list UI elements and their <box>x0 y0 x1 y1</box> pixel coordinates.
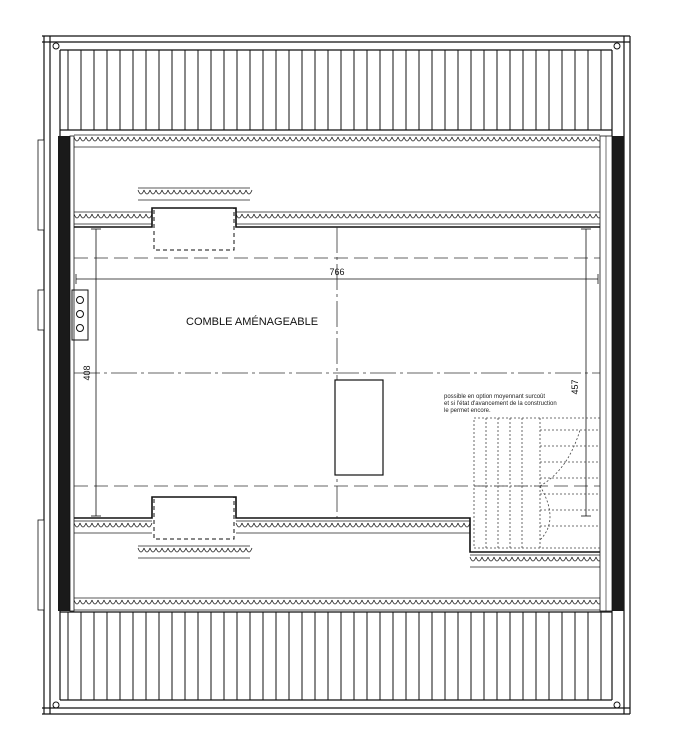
option-note-line-2: et si l'état d'avancement de la construction <box>444 401 557 407</box>
option-note-line-1: possible en option moyennant surcoût <box>444 394 546 400</box>
insulation-strips <box>74 135 602 610</box>
right-gable-wall <box>600 136 624 611</box>
room-label: COMBLE AMÉNAGEABLE <box>186 316 319 328</box>
insulation-hatch <box>74 214 152 218</box>
insulation-hatch <box>138 190 252 194</box>
corner-markers <box>53 43 620 708</box>
rafters-bottom <box>68 612 601 700</box>
central-element <box>335 380 383 475</box>
radiator-symbol <box>72 290 88 340</box>
insulation-hatch <box>74 137 602 141</box>
insulation-hatch <box>138 548 252 552</box>
left-gable-wall <box>58 136 74 611</box>
insulation-hatch <box>236 523 470 527</box>
dimension-width-label: 766 <box>329 267 345 277</box>
dimension-left-depth-label: 408 <box>82 365 92 381</box>
dimension-left-depth <box>91 229 101 516</box>
rafters-top <box>68 50 601 130</box>
dimension-right-depth <box>581 229 591 516</box>
dimension-right-depth-label: 457 <box>570 379 580 395</box>
insulation-hatch <box>74 523 152 527</box>
velux-window-bottom <box>154 497 234 539</box>
insulation-hatch <box>236 214 602 218</box>
velux-window-top <box>154 208 234 250</box>
option-note-line-3: le permet encore. <box>444 408 491 414</box>
option-note <box>444 394 557 414</box>
optional-staircase <box>474 418 600 548</box>
insulation-hatch <box>470 557 602 561</box>
left-gable-openings <box>38 140 44 610</box>
insulation-hatch <box>74 600 602 604</box>
